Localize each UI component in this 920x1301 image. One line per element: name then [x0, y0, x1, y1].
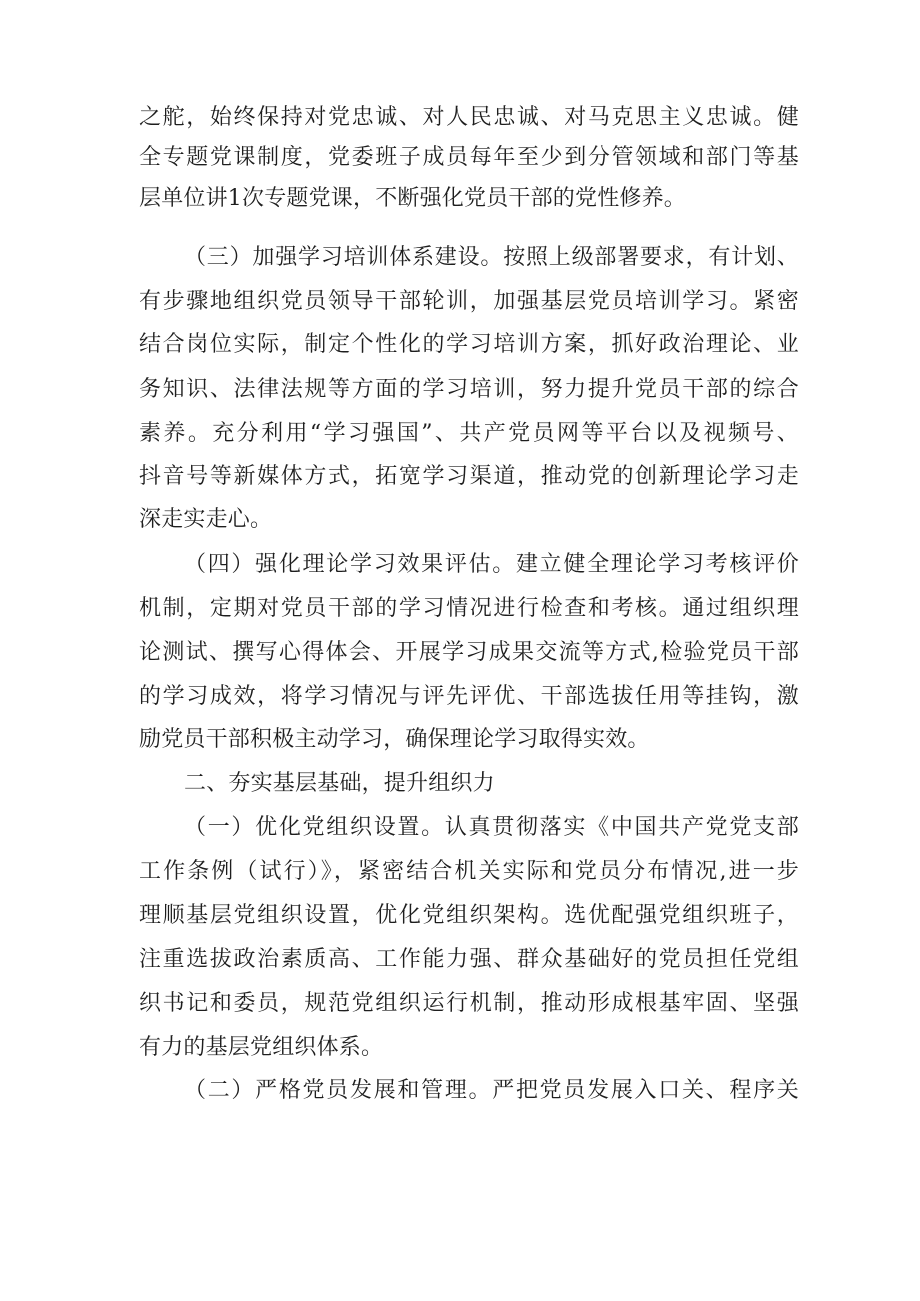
text-line: 务知识、法律法规等方面的学习培训，努力提升党员干部的综合: [139, 377, 799, 402]
text-line: 素养。充分利用“学习强国”、共产党员网等平台以及视频号、: [139, 421, 799, 446]
chapter-heading: 二、夯实基层基础，提升组织力: [184, 771, 495, 796]
text-line: 工作条例（试行）》，紧密结合机关实际和党员分布情况,进一步: [139, 859, 799, 884]
text-line: 机制，定期对党员干部的学习情况进行检查和考核。通过组织理: [139, 596, 799, 621]
text-line: 有步骤地组织党员领导干部轮训，加强基层党员培训学习。紧密: [139, 289, 799, 314]
section-heading-line: （三）加强学习培训体系建设。按照上级部署要求，有计划、: [184, 245, 799, 270]
text-line: 层单位讲1次专题党课，不断强化党员干部的党性修养。: [139, 186, 686, 211]
section-heading-line: （一）优化党组织设置。认真贯彻落实《中国共产党党支部: [184, 815, 799, 840]
text-line: 之舵，始终保持对党忠诚、对人民忠诚、对马克思主义忠诚。健: [139, 105, 799, 130]
section-heading-line: （四）强化理论学习效果评估。建立健全理论学习考核评价: [184, 552, 799, 577]
text-line: 深走实走心。: [139, 507, 273, 532]
section-heading-line: （二）严格党员发展和管理。严把党员发展入口关、程序关: [184, 1078, 799, 1103]
text-line: 励党员干部积极主动学习，确保理论学习取得实效。: [139, 727, 650, 752]
text-line: 理顺基层党组织设置，优化党组织架构。选优配强党组织班子，: [139, 903, 799, 928]
text-line: 织书记和委员，规范党组织运行机制，推动形成根基牢固、坚强: [139, 991, 799, 1016]
text-line: 注重选拔政治素质高、工作能力强、群众基础好的党员担任党组: [139, 947, 799, 972]
text-line: 论测试、撰写心得体会、开展学习成果交流等方式,检验党员干部: [139, 640, 799, 665]
text-line: 结合岗位实际，制定个性化的学习培训方案，抓好政治理论、业: [139, 332, 799, 357]
text-line: 的学习成效，将学习情况与评先评优、干部选拔任用等挂钩，激: [139, 684, 799, 709]
text-line: 全专题党课制度，党委班子成员每年至少到分管领域和部门等基: [139, 145, 799, 170]
text-line: 抖音号等新媒体方式，拓宽学习渠道，推动党的创新理论学习走: [139, 464, 799, 489]
text-line: 有力的基层党组织体系。: [139, 1035, 384, 1060]
